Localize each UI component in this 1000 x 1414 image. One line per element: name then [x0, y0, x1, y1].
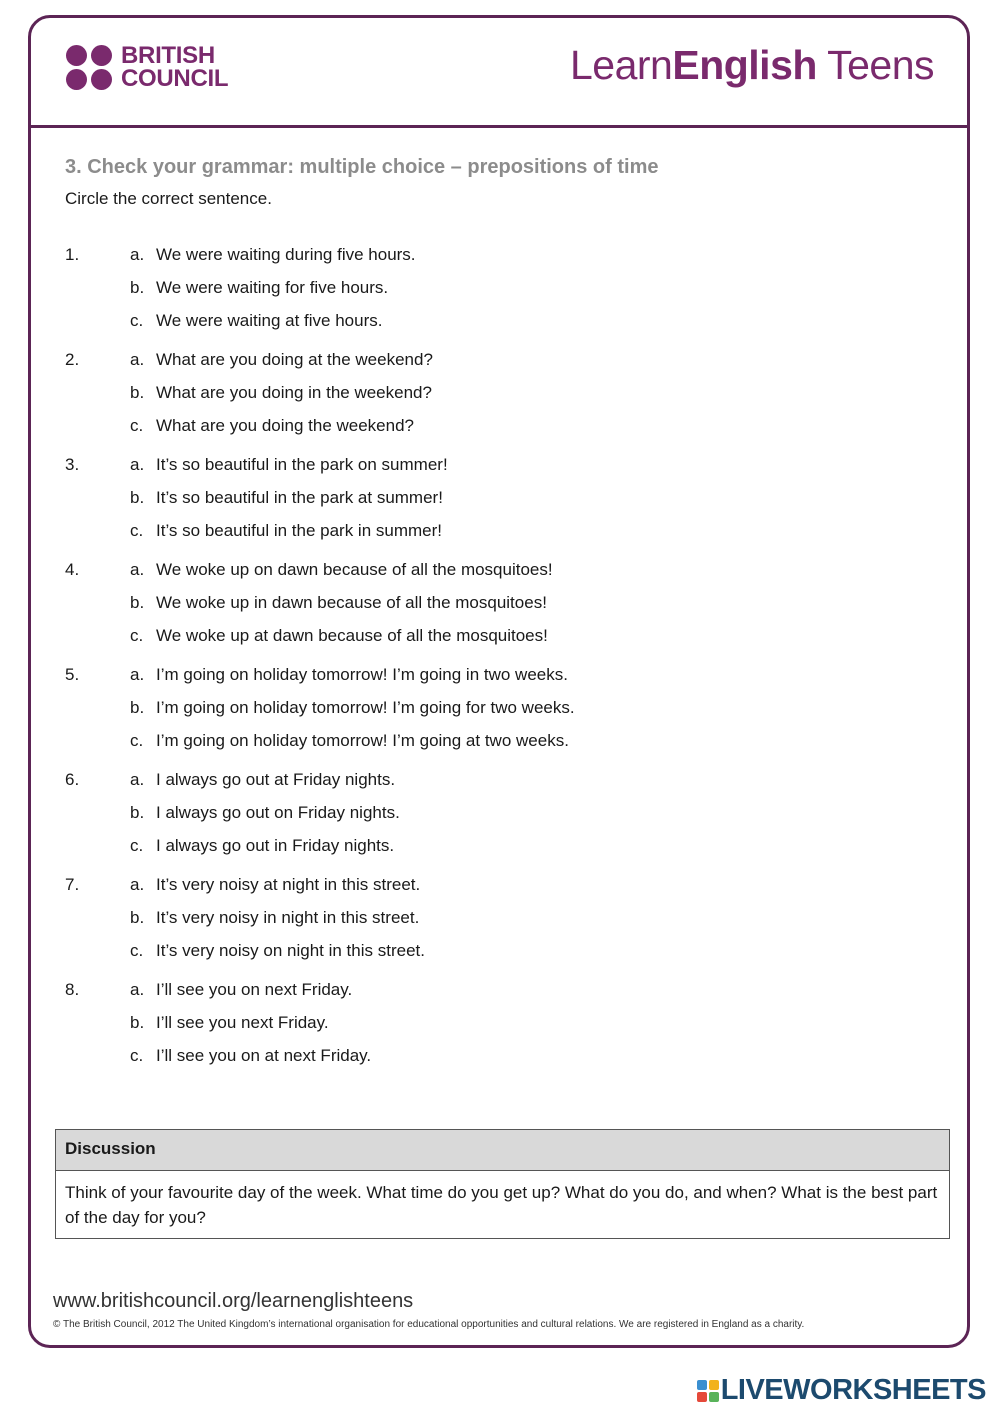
option-letter: a.: [130, 245, 145, 264]
option-text: I’ll see you on at next Friday.: [156, 1046, 372, 1065]
liveworksheets-logo: [697, 1374, 986, 1407]
liveworksheets-block: [697, 1380, 707, 1390]
option-letter: a.: [130, 980, 145, 999]
answer-option[interactable]: [130, 376, 945, 409]
question-number: 8.: [65, 980, 80, 999]
answer-option[interactable]: [130, 934, 945, 967]
question-item: [65, 553, 945, 652]
answer-option[interactable]: [130, 343, 945, 376]
option-letter: b.: [130, 1013, 145, 1032]
liveworksheets-text: LIVEWORKSHEETS: [720, 1374, 986, 1406]
question-number: 3.: [65, 455, 80, 474]
answer-option[interactable]: [130, 763, 945, 796]
answer-option[interactable]: [130, 901, 945, 934]
exercise-title: 3. Check your grammar: multiple choice – prepositions of time: [65, 156, 659, 178]
option-text: We woke up on dawn because of all the mosquitoes!: [156, 560, 553, 579]
answer-option[interactable]: [130, 1006, 945, 1039]
discussion-text: Think of your favourite day of the week. What time do you get up? What do you do, and when? What is the best part of the day for you?: [65, 1183, 938, 1227]
option-letter: b.: [130, 593, 145, 612]
bc-logo-line2: COUNCIL: [121, 65, 229, 92]
liveworksheets-block: [709, 1380, 719, 1390]
option-letter: c.: [130, 311, 144, 330]
question-list: [65, 238, 945, 1078]
answer-option[interactable]: [130, 409, 945, 442]
option-letter: c.: [130, 731, 144, 750]
question-number: 5.: [65, 665, 80, 684]
brand-english: English: [672, 42, 817, 88]
question-item: [65, 238, 945, 337]
option-text: We woke up in dawn because of all the mosquitoes!: [156, 593, 547, 612]
answer-option[interactable]: [130, 304, 945, 337]
option-letter: a.: [130, 560, 145, 579]
answer-option[interactable]: [130, 619, 945, 652]
answer-option[interactable]: [130, 448, 945, 481]
option-letter: b.: [130, 488, 145, 507]
question-item: [65, 763, 945, 862]
option-letter: c.: [130, 626, 144, 645]
answer-option[interactable]: [130, 1039, 945, 1072]
option-text: I’ll see you next Friday.: [156, 1013, 329, 1032]
option-text: It’s so beautiful in the park on summer!: [156, 455, 448, 474]
learnenglish-teens-logo: [570, 42, 934, 89]
question-number: 1.: [65, 245, 80, 264]
answer-option[interactable]: [130, 796, 945, 829]
option-text: What are you doing in the weekend?: [156, 383, 432, 402]
answer-option[interactable]: [130, 481, 945, 514]
answer-option[interactable]: [130, 514, 945, 547]
option-text: I always go out at Friday nights.: [156, 770, 396, 789]
option-letter: c.: [130, 521, 144, 540]
option-text: I’m going on holiday tomorrow! I’m going at two weeks.: [156, 731, 569, 750]
option-text: It’s very noisy in night in this street.: [156, 908, 420, 927]
answer-option[interactable]: [130, 658, 945, 691]
option-text: We were waiting during five hours.: [156, 245, 416, 264]
discussion-heading: Discussion: [56, 1130, 949, 1171]
footer-url[interactable]: www.britishcouncil.org/learnenglishteens: [53, 1290, 414, 1312]
liveworksheets-blocks-icon: [697, 1380, 719, 1402]
answer-option[interactable]: [130, 973, 945, 1006]
discussion-box: [55, 1129, 950, 1239]
option-letter: a.: [130, 770, 145, 789]
footer-copyright: © The British Council, 2012 The United Kingdom’s international organisation for educational opportunities and cultural relations. We are registered in England as a charity.: [53, 1319, 805, 1330]
option-letter: c.: [130, 416, 144, 435]
option-letter: a.: [130, 665, 145, 684]
option-text: It’s very noisy on night in this street.: [156, 941, 425, 960]
option-letter: b.: [130, 908, 145, 927]
brand-learn: Learn: [569, 42, 673, 88]
answer-option[interactable]: [130, 829, 945, 862]
option-letter: b.: [130, 383, 145, 402]
bc-logo-line1: BRITISH: [121, 42, 215, 69]
question-item: [65, 868, 945, 967]
header-divider: [28, 125, 970, 128]
option-text: It’s very noisy at night in this street.: [156, 875, 421, 894]
liveworksheets-block: [709, 1392, 719, 1402]
option-text: We were waiting at five hours.: [156, 311, 383, 330]
answer-option[interactable]: [130, 724, 945, 757]
brand-teens: Teens: [816, 42, 934, 88]
option-text: I’ll see you on next Friday.: [156, 980, 353, 999]
option-text: I’m going on holiday tomorrow! I’m going for two weeks.: [156, 698, 575, 717]
option-letter: a.: [130, 455, 145, 474]
question-number: 7.: [65, 875, 80, 894]
question-item: [65, 343, 945, 442]
option-text: I always go out on Friday nights.: [156, 803, 400, 822]
question-number: 2.: [65, 350, 80, 369]
question-number: 4.: [65, 560, 80, 579]
answer-option[interactable]: [130, 238, 945, 271]
option-letter: c.: [130, 1046, 144, 1065]
question-item: [65, 973, 945, 1072]
answer-option[interactable]: [130, 553, 945, 586]
question-number: 6.: [65, 770, 80, 789]
answer-option[interactable]: [130, 868, 945, 901]
option-letter: a.: [130, 875, 145, 894]
option-letter: a.: [130, 350, 145, 369]
option-text: It’s so beautiful in the park at summer!: [156, 488, 443, 507]
option-text: I’m going on holiday tomorrow! I’m going in two weeks.: [156, 665, 568, 684]
british-council-dots-icon: [66, 45, 113, 90]
option-letter: c.: [130, 941, 144, 960]
answer-option[interactable]: [130, 271, 945, 304]
option-text: What are you doing at the weekend?: [156, 350, 433, 369]
exercise-instruction: Circle the correct sentence.: [65, 189, 272, 208]
option-letter: b.: [130, 278, 145, 297]
option-text: It’s so beautiful in the park in summer!: [156, 521, 442, 540]
answer-option[interactable]: [130, 586, 945, 619]
question-item: [65, 658, 945, 757]
option-text: I always go out in Friday nights.: [156, 836, 395, 855]
option-text: We were waiting for five hours.: [156, 278, 389, 297]
option-text: We woke up at dawn because of all the mosquitoes!: [156, 626, 548, 645]
option-letter: c.: [130, 836, 144, 855]
liveworksheets-block: [697, 1392, 707, 1402]
option-text: What are you doing the weekend?: [156, 416, 415, 435]
option-letter: b.: [130, 698, 145, 717]
british-council-logo: [66, 44, 228, 90]
question-item: [65, 448, 945, 547]
answer-option[interactable]: [130, 691, 945, 724]
option-letter: b.: [130, 803, 145, 822]
